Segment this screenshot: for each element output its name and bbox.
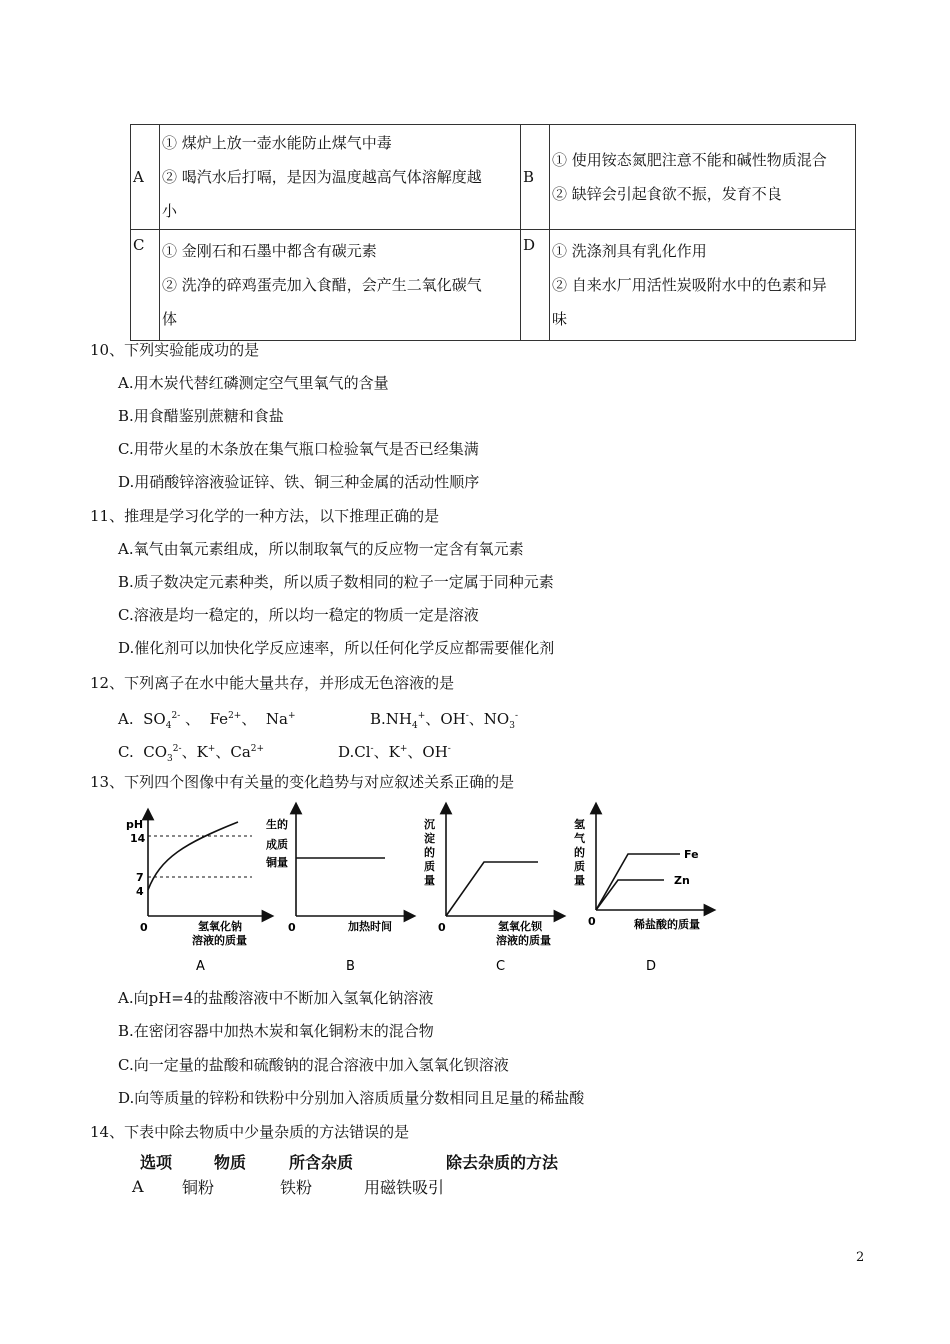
q14-table-wrapper — [120, 1149, 660, 1212]
table-header-row — [131, 1149, 641, 1174]
text-line: 味 — [552, 310, 568, 328]
text-line: 小 — [162, 202, 178, 220]
svg-text:pH: pH — [126, 818, 144, 831]
option-d: D.Cl-、K+、OH- — [338, 743, 451, 761]
graphs-figure — [120, 798, 720, 978]
text-line: ② 缺锌会引起食欲不振，发育不良 — [552, 185, 782, 203]
q14-table — [131, 1149, 641, 1199]
svg-text:氢氧化钡: 氢氧化钡 — [498, 920, 542, 933]
page-number: 2 — [856, 1250, 865, 1265]
option-a: A.氧气由氧元素组成，所以制取氧气的反应物一定含有氧元素 — [118, 540, 524, 558]
question-12-stem: 12、下列离子在水中能大量共存，并形成无色溶液的是 — [90, 674, 455, 692]
option-a: A. $SO_4^{2-}$ 、 $Fe^{2+}$、 Na+ — [118, 710, 296, 731]
text-line: ① 洗涤剂具有乳化作用 — [552, 242, 707, 260]
text-line: ② 自来水厂用活性炭吸附水中的色素和异 — [552, 276, 827, 294]
option-a: A.用木炭代替红磷测定空气里氧气的含量 — [118, 374, 389, 392]
option-d: D.向等质量的锌粉和铁粉中分别加入溶质质量分数相同且足量的稀盐酸 — [118, 1089, 585, 1107]
header-cell: 物质 — [213, 1153, 246, 1172]
table-cell: 用磁铁吸引 — [364, 1178, 445, 1197]
option-label: A — [131, 125, 160, 230]
svg-text:质: 质 — [424, 860, 435, 873]
header-cell: 除去杂质的方法 — [445, 1153, 558, 1172]
option-c: C.溶液是均一稳定的，所以均一稳定的物质一定是溶液 — [118, 606, 479, 624]
option-label: B — [521, 125, 550, 230]
svg-text:稀盐酸的质量: 稀盐酸的质量 — [634, 918, 700, 931]
option-c: C. $CO_3^{2-}$、K+、$Ca^{2+}$ — [118, 743, 265, 764]
svg-text:溶液的质量: 溶液的质量 — [496, 934, 551, 947]
option-a: A.向pH=4的盐酸溶液中不断加入氢氧化钠溶液 — [118, 989, 434, 1007]
table-cell: 铜粉 — [182, 1178, 215, 1197]
precipitate-line — [446, 862, 538, 916]
text-line: ② 喝汽水后打嗝，是因为温度越高气体溶解度越 — [162, 168, 482, 186]
question-14-stem: 14、下表中除去物质中少量杂质的方法错误的是 — [90, 1123, 410, 1141]
option-b: B.质子数决定元素种类，所以质子数相同的粒子一定属于同种元素 — [118, 573, 554, 591]
graph-d — [574, 808, 710, 974]
svg-text:A: A — [196, 959, 205, 974]
svg-text:量: 量 — [424, 874, 435, 887]
table-row — [131, 125, 856, 230]
zn-line — [596, 880, 664, 910]
svg-text:淀: 淀 — [424, 832, 435, 845]
svg-text:14: 14 — [130, 832, 146, 845]
svg-text:0: 0 — [438, 921, 446, 934]
text-line: ① 金刚石和石墨中都含有碳元素 — [162, 242, 377, 260]
svg-text:Zn: Zn — [674, 874, 690, 887]
svg-text:Fe: Fe — [684, 848, 699, 861]
svg-text:加热时间: 加热时间 — [348, 920, 392, 933]
option-b: B.在密闭容器中加热木炭和氧化铜粉末的混合物 — [118, 1022, 434, 1040]
svg-text:氢氧化钠: 氢氧化钠 — [198, 920, 242, 933]
text-line: ② 洗净的碎鸡蛋壳加入食醋，会产生二氧化碳气 — [162, 276, 482, 294]
header-cell: 选项 — [139, 1153, 172, 1172]
option-d: D.催化剂可以加快化学反应速率，所以任何化学反应都需要催化剂 — [118, 639, 555, 657]
options-table — [130, 124, 856, 341]
svg-text:的: 的 — [574, 846, 585, 859]
svg-text:气: 气 — [574, 832, 585, 845]
option-c: C.用带火星的木条放在集气瓶口检验氧气是否已经集满 — [118, 440, 479, 458]
option-cell — [550, 230, 856, 341]
question-11-stem: 11、推理是学习化学的一种方法，以下推理正确的是 — [90, 507, 440, 525]
svg-text:0: 0 — [288, 921, 296, 934]
option-b: $B.NH_4^+$、OH-、$NO_3^-$ — [370, 710, 518, 731]
text-line: ① 煤炉上放一壶水能防止煤气中毒 — [162, 134, 392, 152]
table-cell: 铁粉 — [280, 1178, 313, 1197]
table-row — [131, 230, 856, 341]
svg-text:0: 0 — [140, 921, 148, 934]
svg-text:铜量: 铜量 — [266, 856, 288, 869]
graph-a — [126, 814, 268, 974]
svg-text:0: 0 — [588, 915, 596, 928]
svg-text:7: 7 — [136, 871, 144, 884]
question-13-stem: 13、下列四个图像中有关量的变化趋势与对应叙述关系正确的是 — [90, 773, 515, 791]
option-label: C — [131, 230, 160, 341]
svg-text:C: C — [496, 959, 506, 974]
option-cell — [160, 125, 521, 230]
option-label: D — [521, 230, 550, 341]
text-line: ① 使用铵态氮肥注意不能和碱性物质混合 — [552, 151, 827, 169]
header-cell: 所含杂质 — [288, 1153, 353, 1172]
option-d: D.用硝酸锌溶液验证锌、铁、铜三种金属的活动性顺序 — [118, 473, 480, 491]
option-b: B.用食醋鉴别蔗糖和食盐 — [118, 407, 284, 425]
question-10-stem: 10、下列实验能成功的是 — [90, 341, 260, 359]
text-line: 体 — [162, 310, 178, 328]
svg-text:氢: 氢 — [574, 818, 585, 831]
svg-text:量: 量 — [574, 874, 585, 887]
ph-curve — [148, 822, 238, 890]
svg-text:生的: 生的 — [266, 818, 288, 831]
option-cell — [160, 230, 521, 341]
table-cell: A — [132, 1177, 144, 1196]
svg-text:成质: 成质 — [266, 838, 288, 851]
graph-b — [265, 808, 410, 974]
option-cell — [550, 125, 856, 230]
fe-line — [596, 854, 680, 910]
svg-text:质: 质 — [574, 860, 585, 873]
svg-text:D: D — [646, 959, 657, 974]
svg-text:4: 4 — [136, 885, 144, 898]
option-c: C.向一定量的盐酸和硫酸钠的混合溶液中加入氢氧化钡溶液 — [118, 1056, 509, 1074]
svg-text:溶液的质量: 溶液的质量 — [192, 934, 247, 947]
svg-text:的: 的 — [424, 846, 435, 859]
graph-c — [424, 808, 560, 974]
svg-text:沉: 沉 — [424, 818, 435, 831]
svg-text:B: B — [346, 959, 355, 974]
table-row — [131, 1174, 641, 1199]
